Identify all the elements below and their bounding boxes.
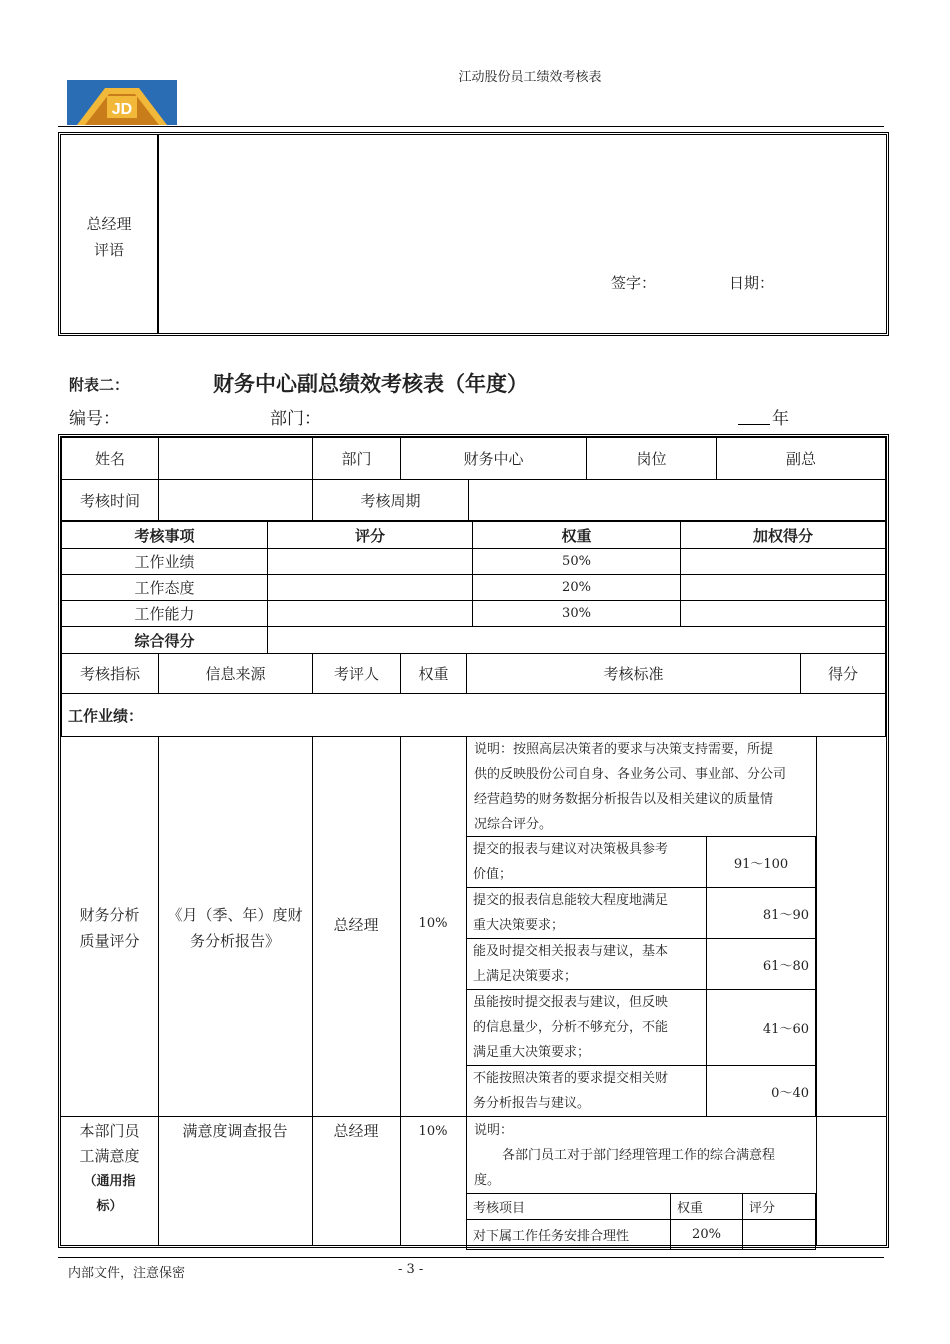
col-score: 得分: [801, 654, 886, 694]
criteria-row: 提交的报表与建议对决策极具参考 价值；: [467, 837, 707, 888]
summary-row-score[interactable]: [268, 601, 473, 627]
desc-financial: 说明：按照高层决策者的要求与决策支持需要，所提 供的反映股份公司自身、各业务公司、事业部、分公司 经营趋势的财务数据分析报告以及相关建议的质量情 况综合评分。: [474, 742, 787, 832]
col-criteria: 考核标准: [467, 654, 801, 694]
time-value[interactable]: [159, 480, 313, 521]
detail-header: [61, 653, 886, 737]
appendix-title: 财务中心副总绩效考核表（年度）: [213, 371, 528, 396]
criteria-score: 0～40: [707, 1066, 816, 1117]
footer-rule: [58, 1257, 884, 1258]
info-dept-label: 部门: [313, 438, 401, 480]
summary-row-item: 工作业绩: [62, 549, 268, 575]
sub-header-score: 评分: [743, 1194, 816, 1220]
sub-row-weight: 20%: [671, 1220, 743, 1250]
sub-header-weight: 权重: [671, 1194, 743, 1220]
section-work-performance: 工作业绩：: [62, 694, 886, 737]
date-label: 日期：: [729, 274, 775, 292]
company-logo: [67, 80, 177, 125]
main-table: [58, 434, 889, 1248]
total-score-label: 综合得分: [62, 627, 268, 654]
gm-comment-box: [58, 132, 889, 336]
summary-row-weight: 30%: [473, 601, 681, 627]
col-indicator: 考核指标: [62, 654, 159, 694]
sub-row-item: 对下属工作任务安排合理性: [467, 1220, 671, 1250]
gm-comment-label: 总经理 评语: [86, 215, 132, 259]
item-financial-analysis: [61, 736, 886, 1117]
summary-row-weight: 50%: [473, 549, 681, 575]
rater-financial: 总经理: [333, 916, 379, 934]
year-blank: [738, 424, 770, 425]
total-score-value[interactable]: [268, 627, 886, 654]
dept-label: 部门：: [270, 409, 321, 429]
footer-confidential: 内部文件，注意保密: [68, 1266, 186, 1281]
satisfaction-sub-table: [466, 1193, 816, 1250]
rater-satisfaction: 总经理: [333, 1122, 379, 1140]
number-label: 编号：: [69, 409, 120, 429]
summary-header-weighted: 加权得分: [681, 522, 886, 549]
sub-row-score[interactable]: [743, 1220, 816, 1250]
summary-header-weight: 权重: [473, 522, 681, 549]
period-value[interactable]: [469, 480, 886, 521]
header-title: 江动股份员工绩效考核表: [458, 70, 602, 85]
item-staff-satisfaction: [61, 1117, 886, 1245]
page-number: - 3 -: [398, 1262, 424, 1277]
source-financial: 《月（季、年）度财 务分析报告》: [167, 906, 303, 950]
criteria-row: 提交的报表信息能较大程度地满足 重大决策要求；: [467, 888, 707, 939]
sub-header-item: 考核项目: [467, 1194, 671, 1220]
source-satisfaction: 满意度调查报告: [182, 1122, 288, 1140]
name-value[interactable]: [159, 438, 313, 480]
summary-row-item: 工作态度: [62, 575, 268, 601]
summary-table: [61, 521, 886, 654]
svg-text:JD: JD: [111, 101, 133, 118]
criteria-score: 61～80: [707, 939, 816, 990]
summary-header-item: 考核事项: [62, 522, 268, 549]
appendix-label: 附表二：: [69, 376, 130, 394]
summary-row-item: 工作能力: [62, 601, 268, 627]
indicator-financial: 财务分析 质量评分: [79, 906, 140, 950]
post-label: 岗位: [587, 438, 717, 480]
header-rule: [58, 126, 884, 127]
summary-row-weight: 20%: [473, 575, 681, 601]
desc-satisfaction: 说明： 各部门员工对于部门经理管理工作的综合满意程 度。: [474, 1123, 776, 1188]
weight-financial: 10%: [418, 916, 448, 931]
info-dept-value: 财务中心: [401, 438, 587, 480]
col-rater: 考评人: [313, 654, 401, 694]
name-label: 姓名: [62, 438, 159, 480]
summary-header-score: 评分: [268, 522, 473, 549]
sign-label: 签字：: [611, 274, 657, 292]
criteria-score: 41～60: [707, 990, 816, 1066]
summary-row-weighted[interactable]: [681, 601, 886, 627]
criteria-row: 不能按照决策者的要求提交相关财 务分析报告与建议。: [467, 1066, 707, 1117]
criteria-score: 91～100: [707, 837, 816, 888]
summary-row-weighted[interactable]: [681, 549, 886, 575]
criteria-row: 虽能按时提交报表与建议，但反映 的信息量少，分析不够充分，不能 满足重大决策要求；: [467, 990, 707, 1066]
summary-row-score[interactable]: [268, 575, 473, 601]
criteria-table: [466, 836, 816, 1117]
summary-row-score[interactable]: [268, 549, 473, 575]
indicator-satisfaction: 本部门员 工满意度 （通用指 标）: [79, 1122, 140, 1214]
time-label: 考核时间: [62, 480, 159, 521]
col-source: 信息来源: [159, 654, 313, 694]
post-value: 副总: [717, 438, 886, 480]
period-label: 考核周期: [313, 480, 469, 521]
summary-row-weighted[interactable]: [681, 575, 886, 601]
year-label: 年: [772, 409, 789, 429]
col-weight: 权重: [401, 654, 467, 694]
criteria-score: 81～90: [707, 888, 816, 939]
weight-satisfaction: 10%: [418, 1124, 448, 1139]
criteria-row: 能及时提交相关报表与建议，基本 上满足决策要求；: [467, 939, 707, 990]
